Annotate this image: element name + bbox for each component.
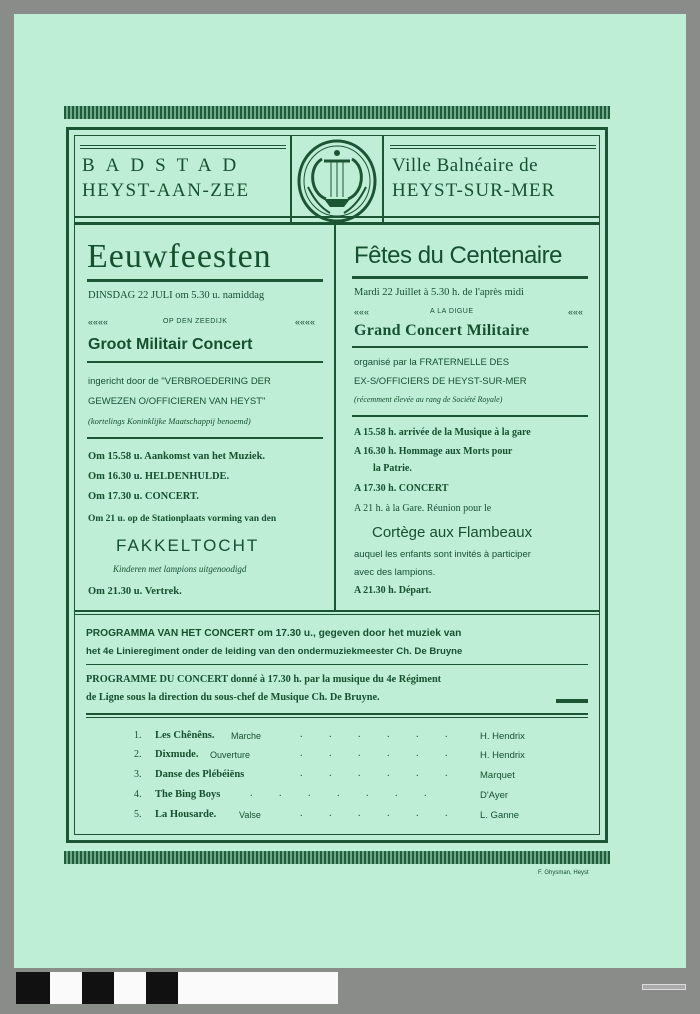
fr-marks-left: ««« — [354, 307, 370, 317]
program-item-composer: L. Ganne — [480, 810, 520, 821]
fr-schedule-5: A 21.30 h. Départ. — [354, 585, 432, 596]
program-item-dots: . . . . . . — [300, 768, 460, 779]
fr-org-3: (récemment élevée au rang de Société Royale) — [354, 395, 503, 404]
program-item-composer: H. Hendrix — [480, 750, 525, 761]
program-end-mark — [556, 699, 588, 703]
nl-schedule-5: Om 21.30 u. Vertrek. — [88, 586, 182, 597]
header-line — [80, 145, 286, 146]
nl-title: Eeuwfeesten — [87, 238, 272, 275]
header-line — [80, 148, 286, 149]
program-item-title: Dixmude. — [155, 749, 199, 760]
nl-schedule-3: Om 17.30 u. CONCERT. — [88, 491, 199, 502]
program-item-num: 4. — [134, 789, 142, 800]
nl-org-1: ingericht door de "VERBROEDERING DER — [88, 376, 271, 387]
header-divider-left — [290, 135, 292, 225]
program-item-type: Ouverture — [210, 750, 251, 760]
nl-rule-1 — [87, 361, 323, 363]
program-rule-2 — [86, 713, 588, 715]
program-item-title: La Housarde. — [155, 809, 217, 820]
program-item-dots: . . . . . . . — [250, 788, 439, 799]
program-item-title: Danse des Plébéiëns — [155, 769, 245, 780]
nl-place: OP DEN ZEEDIJK — [163, 318, 228, 325]
program-item-num: 1. — [134, 730, 142, 741]
top-ornament-band — [64, 106, 610, 119]
fr-schedule-2a: A 16.30 h. Hommage aux Morts pour — [354, 446, 513, 457]
program-item-title: The Bing Boys — [155, 789, 221, 800]
section-rule-thin — [74, 614, 600, 615]
program-item-dots: . . . . . . — [300, 808, 460, 819]
scale-bar — [642, 984, 686, 990]
nl-kids: Kinderen met lampions uitgenoodigd — [113, 564, 247, 574]
program-item-dots: . . . . . . — [300, 729, 460, 740]
fr-rule-1 — [352, 346, 588, 348]
nl-schedule-1: Om 15.58 u. Aankomst van het Muziek. — [88, 451, 266, 462]
nl-date: DINSDAG 22 JULI om 5.30 u. namiddag — [88, 290, 265, 301]
program-item-type: Marche — [231, 731, 262, 741]
header-left-line1: BADSTAD — [82, 155, 248, 176]
bottom-ornament-band — [64, 851, 610, 864]
fr-cortege: Cortège aux Flambeaux — [372, 524, 533, 541]
program-item-num: 5. — [134, 809, 142, 820]
fr-marks-right: ««« — [568, 307, 584, 317]
program-item-num: 2. — [134, 749, 142, 760]
nl-marks-left: «««« — [88, 317, 109, 327]
fr-date: Mardi 22 Juillet à 5.30 h. de l'après midi — [354, 287, 524, 298]
nl-marks-right: «««« — [295, 317, 316, 327]
fr-schedule-2b: la Patrie. — [373, 463, 412, 474]
fr-org-1: organisé par la FRATERNELLE DES — [354, 357, 510, 368]
program-item-composer: H. Hendrix — [480, 731, 525, 742]
lyre-emblem-icon — [294, 137, 380, 225]
section-rule — [74, 610, 600, 612]
fr-schedule-3: A 17.30 h. CONCERT — [354, 483, 449, 494]
header-left-line2: HEYST-AAN-ZEE — [82, 180, 250, 201]
program-item-composer: D'Ayer — [480, 790, 509, 801]
fr-schedule-4: A 21 h. à la Gare. Réunion pour le — [354, 503, 492, 514]
nl-schedule-2: Om 16.30 u. HELDENHULDE. — [88, 471, 230, 482]
fr-rule-2 — [352, 415, 588, 417]
program-fr-line1: PROGRAMME DU CONCERT donné à 17.30 h. par la musique du 4e Régiment — [86, 674, 442, 685]
fr-kids-2: avec des lampions. — [354, 567, 436, 578]
program-rule-1 — [86, 664, 588, 665]
header-divider-right — [382, 135, 384, 225]
program-item-type: Valse — [239, 810, 261, 820]
calibration-strip — [16, 972, 338, 1004]
nl-concert: Groot Militair Concert — [88, 336, 253, 353]
fr-concert: Grand Concert Militaire — [354, 322, 530, 339]
printer-credit: F. Ghysman, Heyst — [538, 870, 589, 876]
nl-fakkeltocht: FAKKELTOCHT — [116, 536, 260, 555]
nl-org-2: GEWEZEN O/OFFICIEREN VAN HEYST" — [88, 396, 266, 407]
fr-org-2: EX-S/OFFICIERS DE HEYST-SUR-MER — [354, 376, 527, 387]
program-nl-line1: PROGRAMMA VAN HET CONCERT om 17.30 u., gegeven door het muziek van — [86, 628, 462, 639]
fr-title: Fêtes du Centenaire — [354, 242, 562, 269]
program-rule-3 — [86, 717, 588, 718]
header-line — [390, 145, 596, 146]
column-divider — [334, 225, 336, 610]
fr-place: A LA DIGUE — [430, 308, 474, 315]
nl-org-3: (kortelings Koninklijke Maatschappij benoemd) — [88, 416, 251, 426]
header-line — [390, 148, 596, 149]
header-right-line1: Ville Balnéaire de — [392, 155, 539, 176]
fr-schedule-1: A 15.58 h. arrivée de la Musique à la gare — [354, 427, 531, 438]
program-item-title: Les Chênêns. — [155, 730, 215, 741]
fr-title-rule — [352, 276, 588, 279]
fr-kids-1: auquel les enfants sont invités à participer — [354, 549, 531, 560]
program-nl-line2: het 4e Linieregiment onder de leiding van den ondermuziekmeester Ch. De Bruyne — [86, 646, 463, 657]
program-item-dots: . . . . . . — [300, 748, 460, 759]
header-right-line2: HEYST-SUR-MER — [392, 180, 556, 201]
program-item-num: 3. — [134, 769, 142, 780]
nl-title-rule — [87, 279, 323, 282]
program-fr-line2: de Ligne sous la direction du sous-chef de Musique Ch. De Bruyne. — [86, 692, 380, 703]
nl-schedule-4: Om 21 u. op de Stationplaats vorming van den — [88, 514, 277, 524]
nl-rule-2 — [87, 437, 323, 439]
program-item-composer: Marquet — [480, 770, 515, 781]
